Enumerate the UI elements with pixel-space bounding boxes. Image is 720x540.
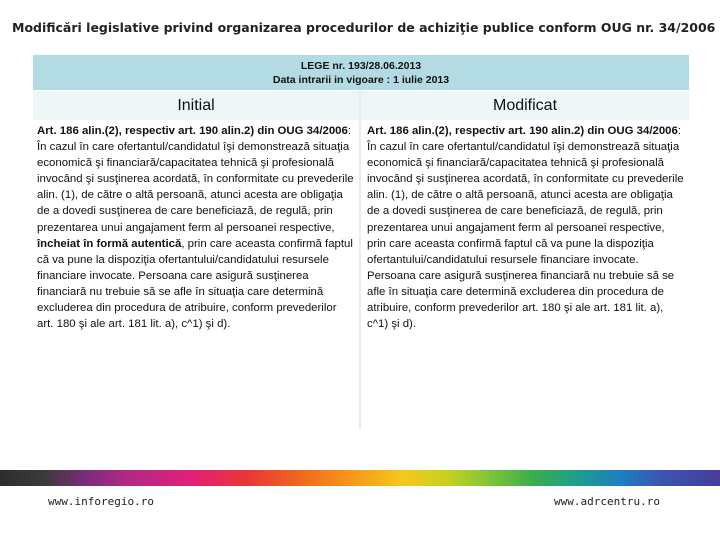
modified-article-reference: Art. 186 alin.(2), respectiv art. 190 alin.2) din OUG 34/2006 [367, 125, 678, 137]
slide-title: Modificări legislative privind organizarea procedurilor de achiziţie publice conform OUG nr. 34/2006 [12, 20, 716, 35]
initial-colon: : [347, 125, 352, 137]
modified-colon: : [677, 125, 682, 137]
initial-text-part2: , prin care aceasta confirmă faptul că va pune la dispoziţia ofertantului/candidatului resursele financiare invocate. Persoana care asigură susţinerea financiară nu trebuie să se afle în situaţia care determină excluderea din procedura de atribuire, conform prevederilor art. 180 şi ale art. 181 lit. a), c^1) şi d). [37, 237, 353, 331]
rainbow-stripe [0, 470, 720, 486]
law-banner [33, 55, 689, 90]
footer-link-inforegio[interactable]: www.inforegio.ro [48, 495, 154, 508]
initial-text-part1: În cazul în care ofertantul/candidatul îşi demonstrează situaţia economică şi financiară/capacitatea tehnică şi profesională invocând şi susţinerea acordată, în conformitate cu prevederile alin. (1), de către o altă persoană, atunci acesta are obligaţia de a dovedi susţinerea de care beneficiază, de regulă, prin prezentarea unui angajament ferm al persoanei respective, [37, 141, 354, 234]
initial-text-cell [33, 121, 359, 429]
law-effective-date: Data intrarii in vigoare : 1 iulie 2013 [272, 74, 450, 86]
initial-article-reference: Art. 186 alin.(2), respectiv art. 190 alin.2) din OUG 34/2006 [37, 125, 348, 137]
modified-text: În cazul în care ofertantul/candidatul îşi demonstrează situaţia economică şi financiară/capacitatea tehnică şi profesională invocând şi susţinerea acordată, în conformitate cu prevederile alin. (1), de către o altă persoană, atunci acesta are obligaţia de a dovedi susţinerea de care beneficiază, de regulă, prin prezentarea unui angajament ferm al persoanei respective, prin care aceasta confirmă faptul că va pune la dispoziţia ofertantului/candidatului resursele financiare invocate. Persoana care asigură susţinerea financiară nu trebuie să se afle în situaţia care determină excluderea din procedura de atribuire, conform prevederilor art. 180 şi ale art. 181 lit. a), c^1) şi d). [367, 141, 684, 331]
column-header-initial: Initial [33, 91, 359, 120]
initial-bold-phrase: încheiat în formă autentică [37, 237, 182, 250]
modified-text-cell [361, 121, 689, 429]
law-number: LEGE nr. 193/28.06.2013 [300, 60, 422, 72]
column-header-modified: Modificat [361, 91, 689, 120]
footer-link-adrcentru[interactable]: www.adrcentru.ro [554, 495, 660, 508]
